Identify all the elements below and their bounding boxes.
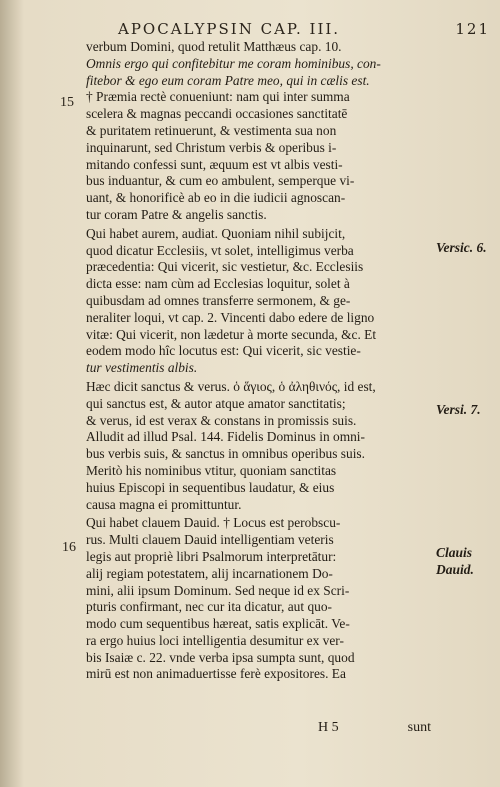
margin-note-dauid: Dauid. [436, 562, 474, 577]
verse-number-16: 16 [62, 540, 76, 555]
text-line: mini, alii ipsum Dominum. Sed neque id ex Scri- [86, 582, 350, 598]
text-line: mitando confessi sunt, æquum est vt albis vesti- [86, 156, 343, 172]
text-line: & verus, id est verax & constans in promissis suis. [86, 412, 357, 428]
margin-note-versic-7: Versi. 7. [436, 402, 481, 417]
text-line: bus induantur, & cum eo ambulent, semperque vi- [86, 173, 355, 189]
text-line: verbum Domini, quod retulit Matthæus cap. 10. [86, 39, 342, 54]
text-line: huius Episcopi in sequentibus laudatur, & eius [86, 479, 335, 495]
text-line: pturis confirmant, nec cur ita dicatur, aut quo- [86, 599, 332, 615]
text-line: quibusdam ad omnes transferre sermonem, & ge- [86, 292, 351, 308]
running-title: APOCALYPSIN CAP. III. [118, 20, 341, 38]
main-text [86, 39, 431, 683]
text-line: tur coram Patre & angelis sanctis. [86, 206, 267, 222]
text-line: modo cum sequentibus hæreat, satis explicāt. Ve- [86, 616, 350, 632]
text-line: vitæ: Qui vicerit, non lædetur à morte secunda, &c. Et [86, 326, 377, 342]
text-line: qui sanctus est, & autor atque amator sanctitatis; [86, 395, 346, 411]
text-line: quod dicatur Ecclesiis, vt solet, intelligimus verba [86, 242, 354, 258]
text-line: dicta esse: nam cùm ad Ecclesias loquitur, solet à [86, 276, 350, 292]
text-line: alij regiam potestatem, alij incarnationem Do- [86, 565, 333, 581]
margin-note-clauis: Clauis [436, 545, 473, 560]
text-line: Qui habet clauem Dauid. † Locus est perobscu- [86, 515, 341, 531]
page-number: 121 [455, 20, 490, 38]
text-line: mirū est non animaduertisse ferè expositores. Ea [86, 666, 346, 682]
text-line: † Præmia rectè conueniunt: nam qui inter summa [86, 89, 350, 105]
text-line: scelera & magnas peccandi occasiones sanctitatē [86, 106, 348, 122]
text-line: eodem modo hîc locutus est: Qui vicerit, sic vestie- [86, 343, 361, 359]
text-line: Omnis ergo qui confitebitur me coram hominibus, con- [86, 55, 381, 71]
text-line: Meritò his nominibus vtitur, quoniam sanctitas [86, 462, 337, 478]
text-line: fitebor & ego eum coram Patre meo, qui in cælis est. [86, 72, 370, 88]
text-line: inquinarunt, sed Christum verbis & operibus i- [86, 139, 337, 155]
text-line: rus. Multi clauem Dauid intelligentiam veteris [86, 532, 334, 548]
verse-number-15: 15 [60, 95, 74, 110]
text-line: causa magna ei promittuntur. [86, 496, 242, 512]
catchword: sunt [407, 720, 431, 735]
page-footer [86, 720, 431, 738]
text-line: præcedentia: Qui vicerit, sic vestietur, &c. Ecclesiis [86, 259, 364, 275]
margin-note-versic-6: Versic. 6. [436, 240, 487, 255]
text-line: legis aut propriè libri Psalmorum interpretātur: [86, 548, 337, 564]
text-line: ra ergo huius loci intelligentia desumitur ex ver- [86, 632, 344, 648]
text-line: bus verbis suis, & sanctus in omnibus operibus suis. [86, 446, 365, 462]
text-line: tur vestimentis albis. [86, 360, 198, 376]
text-line: neraliter loqui, vt cap. 2. Vincenti dabo edere de ligno [86, 309, 375, 325]
text-line: uant, & honorificè ab eo in die iudicii agnoscan- [86, 190, 346, 206]
text-line: Hæc dicit sanctus & verus. ὁ ἅγιος, ὁ ἀληθινός, id est, [86, 378, 376, 394]
text-line: bis Isaiæ c. 22. vnde verba ipsa sumpta sunt, quod [86, 649, 355, 665]
text-line: Qui habet aurem, audiat. Quoniam nihil subijcit, [86, 225, 346, 241]
signature-mark: H 5 [318, 720, 339, 735]
text-line: Alludit ad illud Psal. 144. Fidelis Dominus in omni- [86, 429, 365, 445]
text-line: & puritatem retinuerunt, & vestimenta sua non [86, 122, 337, 138]
